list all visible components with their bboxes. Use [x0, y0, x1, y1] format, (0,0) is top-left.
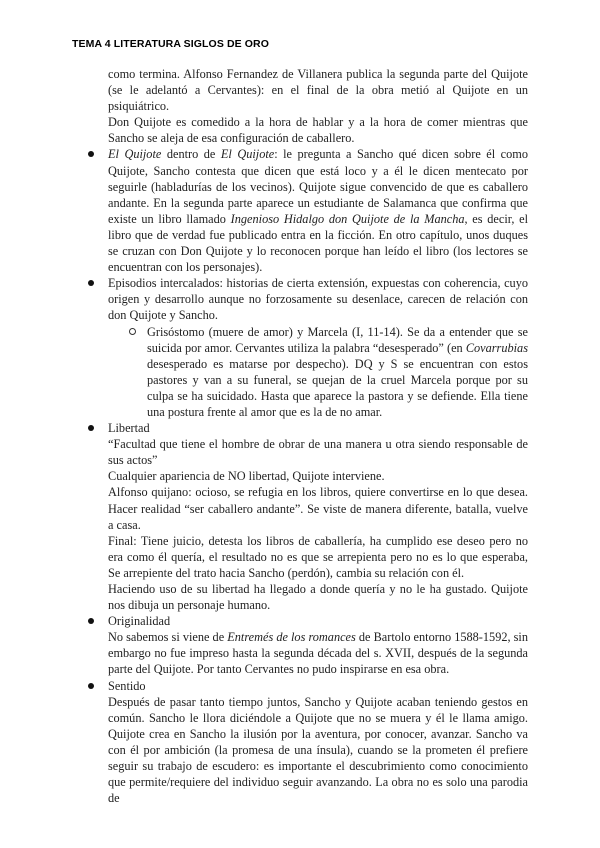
- text-run: dentro de: [161, 147, 221, 162]
- sentido-paragraph: Después de pasar tanto tiempo juntos, Sancho y Quijote acaban teniendo gestos en común. Sancho le llora diciéndole a Quijote que no se muera y él le llama amigo. Quijote crea en Sancho la ilusión por la aventura, por conocer, avanzar. Sancho va con él por ambición (la promesa de una ínsula), cuando se la prometen él prefiere seguir su trabajo de escudero: es importante el descubrimiento como conocimiento que permite/requiere del individuo seguir avanzando. La obra no es solo una parodia de: [108, 694, 528, 806]
- text-run: No sabemos si viene de: [108, 630, 228, 645]
- bullet-quijote-in-quijote: [76, 146, 528, 275]
- italic-title: Covarrubias: [465, 340, 528, 355]
- document-body: [76, 66, 528, 806]
- italic-title: El Quijote: [220, 147, 275, 162]
- bullet-label: Sentido: [108, 678, 146, 693]
- libertad-paragraph-1: “Facultad que tiene el hombre de obrar de una manera u otra siendo responsable de sus actos”: [108, 437, 528, 468]
- bullet-dot-icon: [88, 425, 94, 431]
- text-run: Grisóstomo (muere de amor) y Marcela (I, 11-14). Se da a entender que se suicida por amor. Cervantes utiliza la palabra “desesperado” (en: [147, 324, 528, 355]
- bullet-libertad: [76, 420, 528, 436]
- libertad-paragraph-3: Alfonso quijano: ocioso, se refugia en los libros, quiere convertirse en lo que desea. Hacer realidad “ser caballero andante”. Se viste de manera diferente, batalla, vuelve a casa.: [108, 485, 528, 532]
- text-run: : le pregunta a Sancho qué dicen sobre él como Quijote, Sancho contesta que dicen que está loco y a él le dicen mentecato por seguirle (habladurías de los vecinos). Quijote sigue convencido de que es caballero andante. En la segunda parte aparece un estudiante de Salamanca que confirma que existe un libro llamado: [108, 147, 528, 226]
- bullet-dot-icon: [88, 151, 94, 157]
- circle-bullet-icon: [129, 328, 136, 335]
- italic-title: Entremés de los romances: [227, 630, 356, 645]
- bullet-label: Originalidad: [108, 614, 171, 629]
- intro-paragraph-2: Don Quijote es comedido a la hora de hablar y a la hora de comer mientras que Sancho se aleja de esa configuración de caballero.: [108, 115, 528, 146]
- bullet-label: Libertad: [108, 421, 150, 436]
- bullet-dot-icon: [88, 683, 94, 689]
- text-run: Episodios intercalados: historias de cierta extensión, expuestas con coherencia, cuyo origen y desarrollo aunque no forzosamente su desenlace, carecen de relación con don Quijote y Sancho.: [108, 276, 528, 323]
- bullet-dot-icon: [88, 618, 94, 624]
- page-header: TEMA 4 LITERATURA SIGLOS DE ORO: [72, 38, 269, 50]
- originalidad-paragraph: [76, 629, 528, 677]
- intro-paragraph-1: como termina. Alfonso Fernandez de Villanera publica la segunda parte del Quijote (se le adelantó a Cervantes): en el final de la obra metió al Quijote en un psiquiátrico.: [108, 67, 528, 114]
- text-run: desesperado es matarse por despecho). DQ y S se encuentran con estos pastores y van a su funeral, se quejan de la cruel Marcela porque por su culpa se ha suicidado. Hasta que aparece la pastora y se defiende. Ella tiene una postura frente al amor que es la de no amar.: [147, 356, 528, 419]
- text-run: , es decir, el libro que de verdad fue publicado entra en la ficción. En otro capítulo, unos duques se cruzan con Don Quijote y lo reconocen porque han leído el libro (los lectores se encuentran con los personajes).: [108, 211, 528, 275]
- libertad-paragraph-4: Final: Tiene juicio, detesta los libros de caballería, ha cumplido ese deseo pero no era como él quería, el resultado no es que se arrepienta pero no es lo que esperaba, Se arrepiente del trato hacia Sancho (perdón), cambia su relación con él.: [108, 533, 528, 580]
- libertad-paragraph-5: Haciendo uso de su libertad ha llegado a donde quería y no le ha gustado. Quijote nos dibuja un personaje humano.: [108, 582, 528, 613]
- bullet-dot-icon: [88, 280, 94, 286]
- sub-bullet-grisostomo: [76, 324, 528, 421]
- libertad-paragraph-2: Cualquier apariencia de NO libertad, Quijote interviene.: [108, 469, 385, 484]
- italic-title: Ingenioso Hidalgo don Quijote de la Mancha: [230, 211, 465, 226]
- bullet-sentido: [76, 678, 528, 694]
- bullet-episodios: [76, 275, 528, 323]
- italic-title: El Quijote: [108, 147, 162, 162]
- bullet-originalidad: [76, 613, 528, 629]
- text-run: de Bartolo entorno 1588-1592, sin embargo no fue impreso hasta la segunda década del s. XVII, después de la segunda parte del Quijote. Por tanto Cervantes no pudo inspirarse en esa obra.: [108, 630, 528, 677]
